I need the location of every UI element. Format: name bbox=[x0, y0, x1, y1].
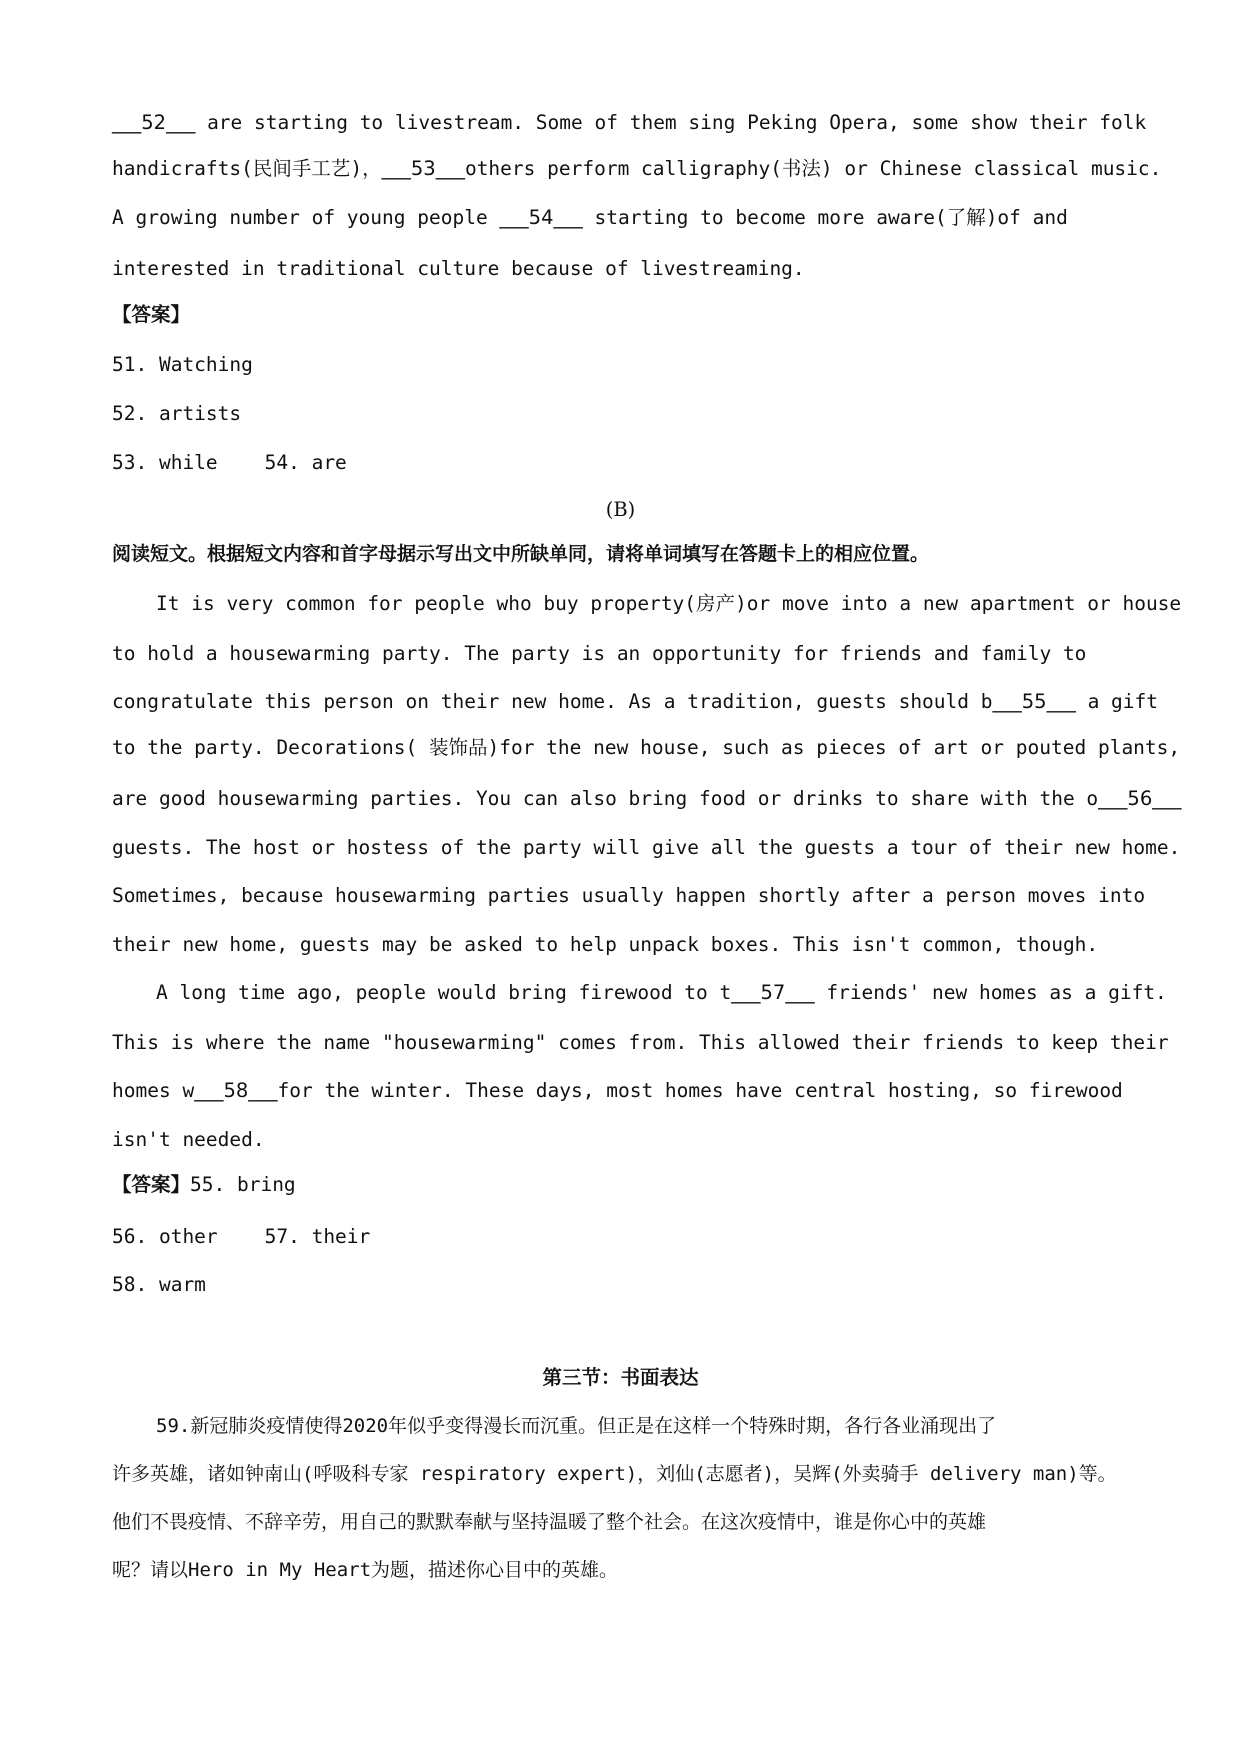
blank-55: ___55___ bbox=[992, 690, 1076, 713]
passage-b-line-10: This is where the name "housewarming" comes from. This allowed their friends to keep their bbox=[112, 1031, 1169, 1054]
section-3-heading: 第三节：书面表达 bbox=[542, 1366, 699, 1389]
blank-54: ___54___ bbox=[499, 206, 583, 229]
blank-53: ___53___ bbox=[381, 157, 465, 180]
passage-b-line-2: to hold a housewarming party. The party is an opportunity for friends and family to bbox=[112, 642, 1087, 665]
writing-prompt-line-1: 59.新冠肺炎疫情使得2020年似乎变得漫长而沉重。但正是在这样一个特殊时期，各行各业涌现出了 bbox=[156, 1415, 997, 1437]
writing-prompt-line-2: 许多英雄，诸如钟南山(呼吸科专家 respiratory expert)，刘仙(志愿者)，吴辉(外卖骑手 delivery man)等。 bbox=[112, 1463, 1117, 1485]
answer-label-b: 【答案】 bbox=[112, 1173, 191, 1196]
passage-a-line-3: A growing number of young people ___54___ starting to become more aware(了解)of and bbox=[112, 206, 1068, 229]
passage-a-line-4: interested in traditional culture because of livestreaming. bbox=[112, 257, 805, 280]
answer-55: 55. bring bbox=[190, 1173, 296, 1196]
passage-b-line-3: congratulate this person on their new home. As a tradition, guests should b___55___ a gift bbox=[112, 690, 1159, 713]
passage-b-line-6: guests. The host or hostess of the party will give all the guests a tour of their new home. bbox=[112, 836, 1181, 859]
passage-b-line-4: to the party. Decorations( 装饰品)for the new house, such as pieces of art or pouted plants, bbox=[112, 736, 1181, 759]
answer-52: 52. artists bbox=[112, 402, 242, 425]
answer-51: 51. Watching bbox=[112, 353, 253, 376]
passage-b-line-9: A long time ago, people would bring firewood to t___57___ friends' new homes as a gift. bbox=[156, 981, 1167, 1004]
passage-b-line-8: their new home, guests may be asked to help unpack boxes. This isn't common, though. bbox=[112, 933, 1099, 956]
writing-prompt-line-3: 他们不畏疫情、不辞辛劳，用自己的默默奉献与坚持温暖了整个社会。在这次疫情中，谁是你心中的英雄 bbox=[112, 1511, 987, 1533]
answer-label-a: 【答案】 bbox=[112, 303, 191, 326]
section-b-instruction: 阅读短文。根据短文内容和首字母据示写出文中所缺单同，请将单词填写在答题卡上的相应位置。 bbox=[112, 543, 930, 565]
blank-58: ___58___ bbox=[194, 1079, 278, 1102]
blank-56: ___56___ bbox=[1098, 787, 1182, 810]
answer-label-b-row bbox=[112, 1172, 296, 1198]
answer-58: 58. warm bbox=[112, 1273, 206, 1296]
passage-a-line-2: handicrafts(民间手工艺)，___53___others perform calligraphy(书法) or Chinese classical music. bbox=[112, 157, 1162, 180]
blank-52: ___52___ bbox=[112, 111, 196, 134]
passage-b-line-1: It is very common for people who buy property(房产)or move into a new apartment or house bbox=[156, 592, 1182, 615]
passage-b-line-12: isn't needed. bbox=[112, 1128, 265, 1151]
blank-57: ___57___ bbox=[731, 981, 815, 1004]
writing-prompt-line-4: 呢？请以Hero in My Heart为题，描述你心目中的英雄。 bbox=[112, 1559, 619, 1581]
answer-56-57: 56. other 57. their bbox=[112, 1225, 371, 1248]
answer-53-54: 53. while 54. are bbox=[112, 451, 347, 474]
passage-b-line-5: are good housewarming parties. You can also bring food or drinks to share with the o___56___ bbox=[112, 787, 1182, 810]
passage-a-line-1: ___52___ are starting to livestream. Some of them sing Peking Opera, some show their folk bbox=[112, 111, 1147, 134]
passage-b-line-11: homes w___58___for the winter. These days, most homes have central hosting, so firewood bbox=[112, 1079, 1123, 1102]
section-b-heading: (B) bbox=[605, 498, 636, 521]
passage-b-line-7: Sometimes, because housewarming parties usually happen shortly after a person moves into bbox=[112, 884, 1146, 907]
